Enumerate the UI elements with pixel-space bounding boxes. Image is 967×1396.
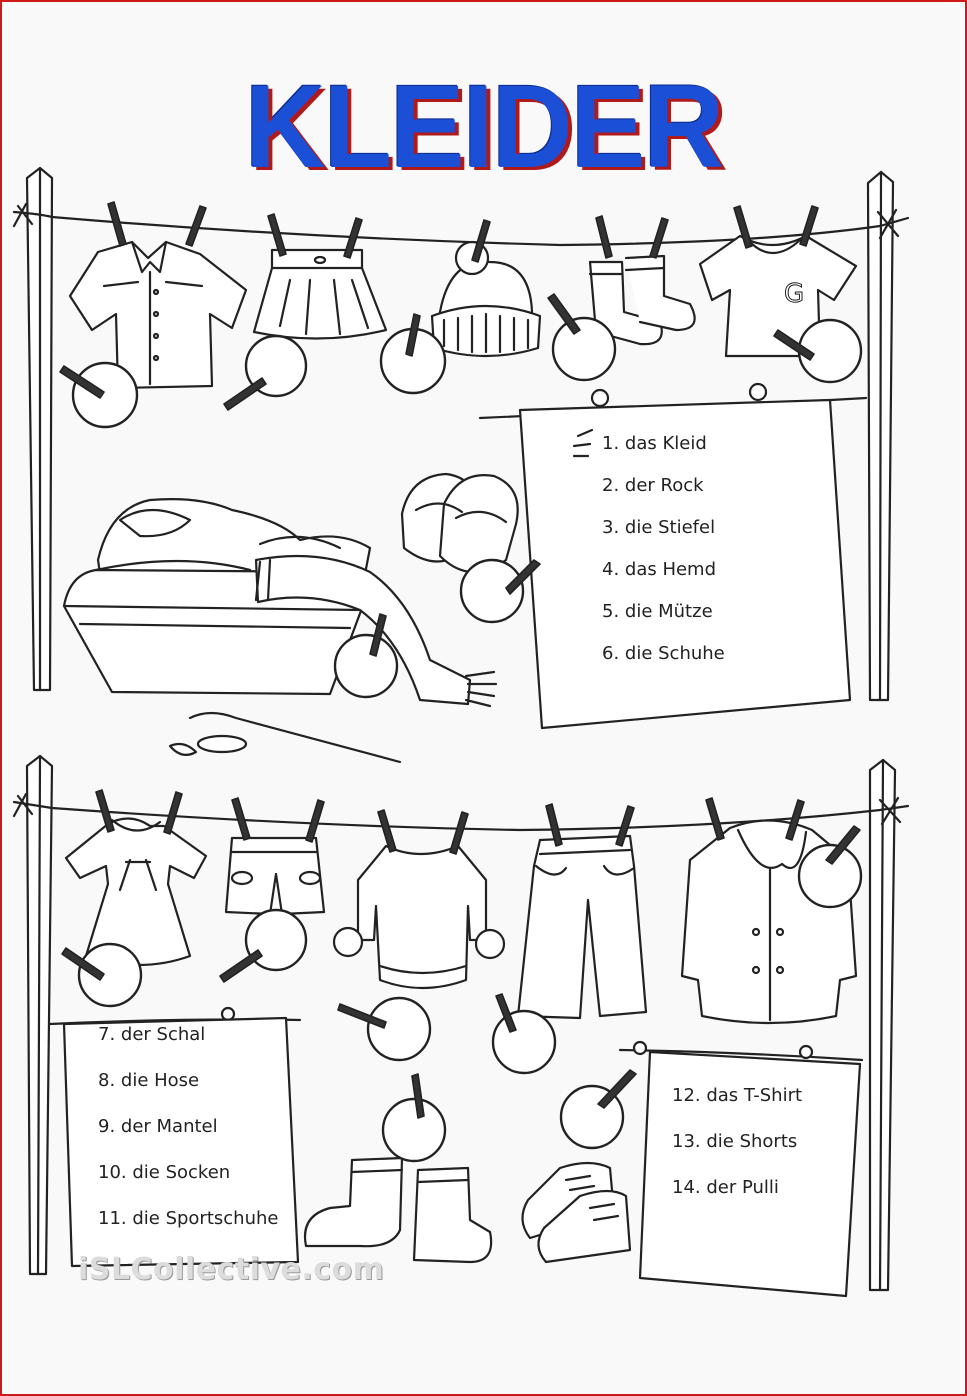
word-list-item: 3. die Stiefel (602, 517, 716, 538)
clothespin-icon (650, 218, 668, 258)
answer-slot-circle[interactable] (335, 635, 397, 697)
word-list-item: 11. die Sportschuhe (98, 1208, 279, 1229)
clothespin-icon (108, 202, 126, 246)
answer-slot-circle[interactable] (553, 318, 615, 380)
post-icon (870, 760, 895, 1290)
answer-slot-circle[interactable] (73, 363, 137, 427)
boots-icon (305, 1158, 491, 1262)
word-list-sheet-bottom-right (620, 1042, 862, 1296)
clothespin-icon (220, 950, 262, 982)
clothespin-icon (596, 216, 612, 258)
clothesline-icon (14, 212, 908, 245)
shorts-icon (226, 838, 324, 914)
clothespin-icon (706, 798, 724, 840)
answer-slot-circle[interactable] (368, 998, 430, 1060)
dress-icon (66, 818, 206, 965)
brush-icon (170, 713, 400, 762)
post-icon (868, 172, 893, 700)
word-list-item: 14. der Pulli (672, 1177, 779, 1198)
skirt-icon (254, 250, 386, 339)
sneakers-icon (522, 1163, 630, 1262)
word-list-item: 10. die Socken (98, 1162, 231, 1183)
rope-knot-icon (14, 204, 898, 238)
word-list-item: 5. die Mütze (602, 601, 713, 622)
word-list-item: 9. der Mantel (98, 1116, 218, 1137)
clothespin-icon (186, 206, 206, 246)
word-list-item: 8. die Hose (98, 1070, 200, 1091)
trousers-icon (518, 836, 646, 1018)
watermark-logo: iSLCollective.com (78, 1252, 385, 1287)
post-icon (27, 168, 52, 690)
word-list-item: 13. die Shorts (672, 1131, 798, 1152)
word-list-item: 2. der Rock (602, 475, 704, 496)
slippers-icon (402, 474, 518, 572)
clothespin-icon (224, 378, 266, 410)
answer-slot-circle[interactable] (79, 944, 141, 1006)
post-icon (27, 756, 52, 1274)
clothespin-icon (164, 792, 182, 834)
svg-text:G: G (784, 279, 805, 309)
word-list-item: 6. die Schuhe (602, 643, 725, 664)
clothespin-icon (306, 800, 324, 842)
word-list-item: 4. das Hemd (602, 559, 717, 580)
sweater-icon (334, 846, 504, 988)
answer-slot-circle[interactable] (383, 1099, 445, 1161)
word-list-item: 1. das Kleid (602, 433, 707, 454)
word-list-item: 12. das T-Shirt (672, 1085, 803, 1106)
page-title: KLEIDER (244, 60, 723, 193)
knit-hat-icon (432, 242, 540, 356)
answer-slot-circle[interactable] (493, 1011, 555, 1073)
word-list-item: 7. der Schal (98, 1024, 206, 1045)
